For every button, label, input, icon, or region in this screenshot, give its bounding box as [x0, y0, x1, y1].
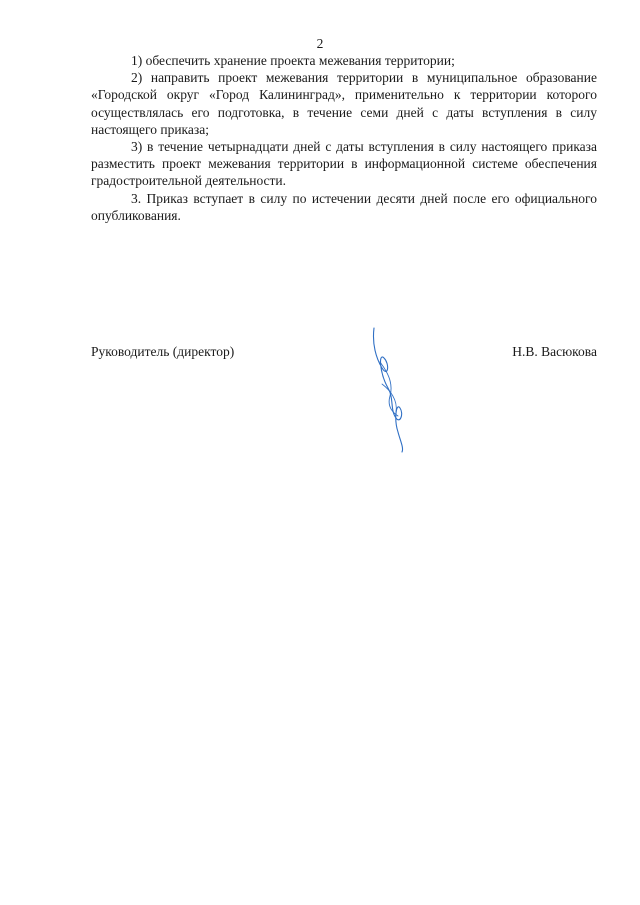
- paragraph-publish-in-system: 3) в течение четырнадцати дней с даты вступления в силу настоящего приказа разместить проект межевания территории в информационной системе обеспечения градостроительной деятельности.: [91, 139, 597, 189]
- signature-stroke: [373, 328, 402, 452]
- handwritten-signature: [360, 322, 420, 454]
- page-number: 2: [316, 36, 324, 51]
- paragraph-send-to-municipality: 2) направить проект межевания территории в муниципальное образование «Городской округ «Город Калининград», применительно к территории которого осуществлялась его подготовка, в течение семи дней с даты вступления в силу настоящего приказа;: [91, 70, 597, 137]
- document-body: [91, 52, 597, 224]
- paragraph-entry-into-force: 3. Приказ вступает в силу по истечении десяти дней после его официального опубликования.: [91, 190, 597, 223]
- paragraph-storage: 1) обеспечить хранение проекта межевания территории;: [131, 53, 455, 68]
- signer-title: Руководитель (директор): [91, 344, 235, 359]
- signer-name: Н.В. Васюкова: [512, 344, 597, 359]
